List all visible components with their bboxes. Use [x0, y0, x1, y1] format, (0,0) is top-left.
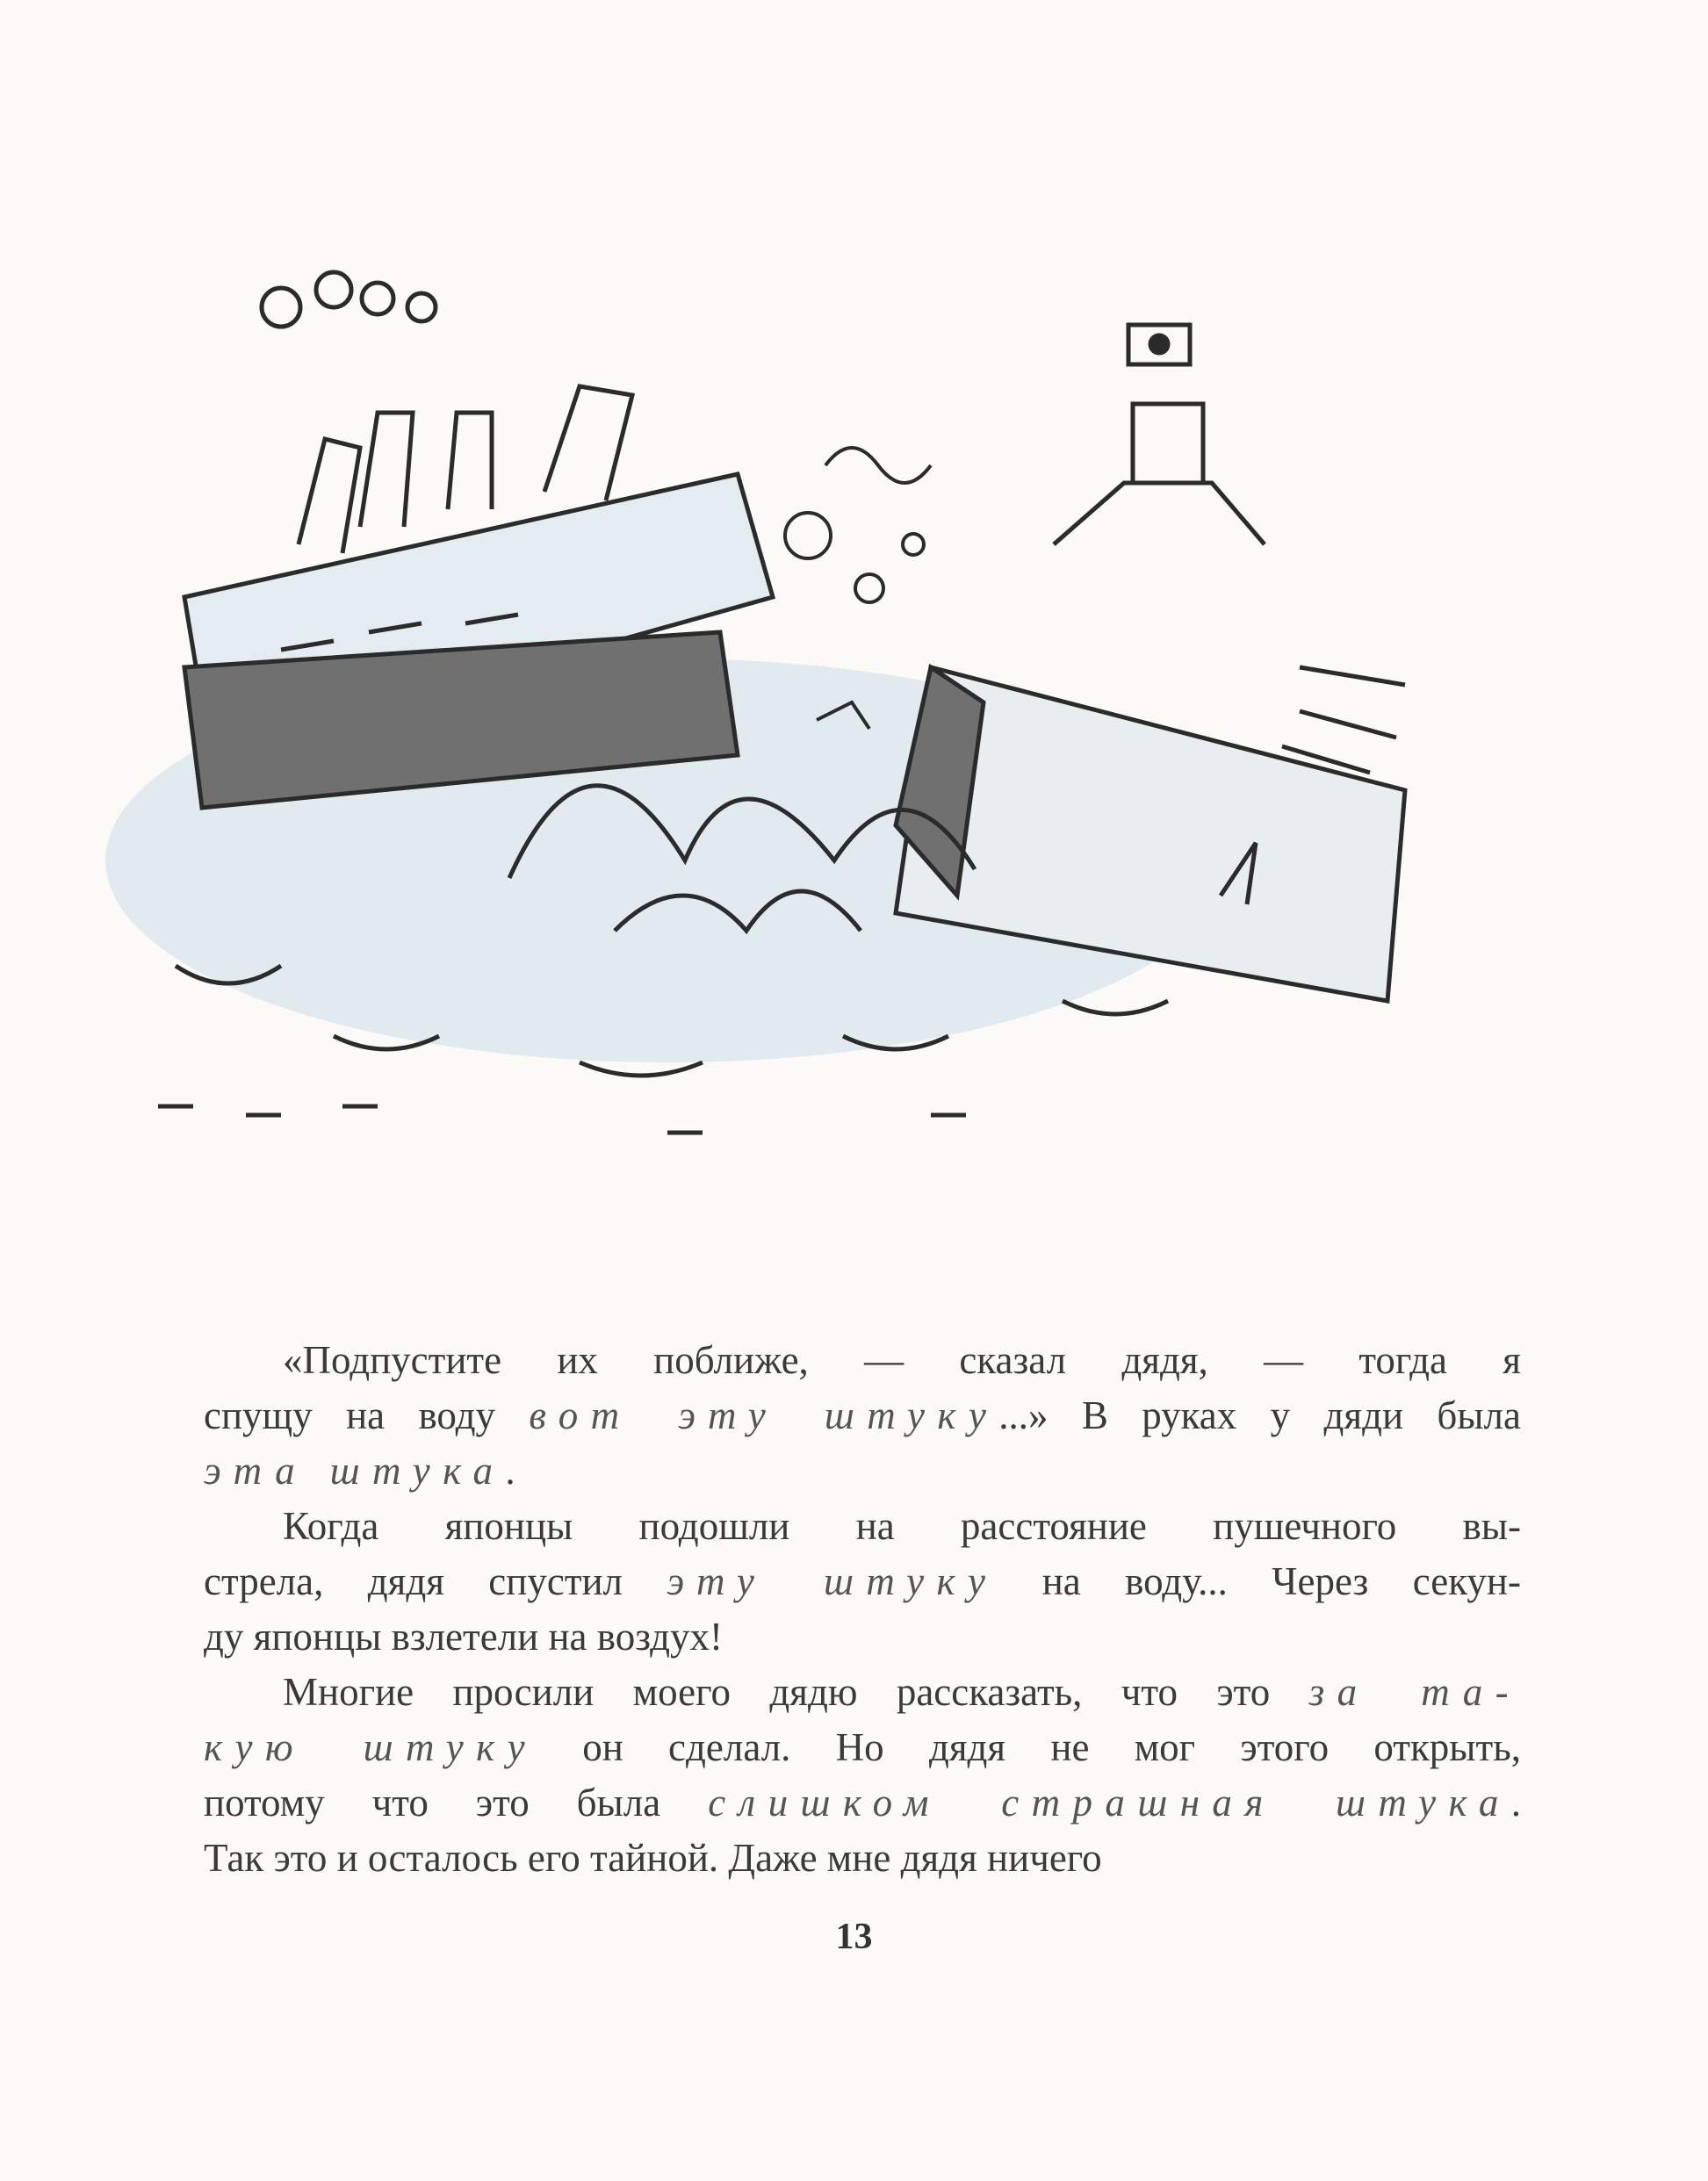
text-run: спущу на воду [204, 1393, 530, 1437]
text-line [204, 1665, 1521, 1720]
text-run: Многие просили моего дядю рассказать, что это [283, 1670, 1309, 1714]
text-run: ду японцы взлетели на воздух! [204, 1615, 724, 1659]
text-line [204, 1720, 1521, 1775]
page-number: 13 [835, 1917, 873, 1957]
text-line [204, 1554, 1521, 1609]
emphasized-text: эту штуку [667, 1559, 998, 1603]
text-run: стрела, дядя спустил [204, 1559, 667, 1603]
text-line [204, 1333, 1521, 1388]
text-line [204, 1388, 1521, 1443]
text-line [204, 1775, 1521, 1831]
body-text [204, 1333, 1521, 1886]
text-line [204, 1609, 1521, 1665]
left-ship [184, 272, 773, 808]
paragraph [204, 1333, 1521, 1499]
emphasized-text: кую штуку [204, 1725, 537, 1769]
text-line [204, 1831, 1521, 1886]
emphasized-text: вот эту штуку [529, 1393, 999, 1437]
text-run: потому что это была [204, 1781, 709, 1825]
text-run: Когда японцы подошли на расстояние пушечного вы- [283, 1504, 1521, 1548]
paragraph [204, 1499, 1521, 1665]
text-line [204, 1499, 1521, 1554]
right-ship [896, 325, 1405, 1001]
text-run: «Подпустите их поближе, — сказал дядя, — тогда я [283, 1338, 1521, 1382]
paragraph [204, 1665, 1521, 1886]
text-line [204, 1443, 1521, 1499]
text-run: . [1510, 1781, 1521, 1825]
text-run: Так это и осталось его тайной. Даже мне дядя ничего [204, 1836, 1102, 1880]
text-run: . [505, 1449, 515, 1493]
text-run: он сделал. Но дядя не мог этого открыть, [537, 1725, 1521, 1769]
text-run: ...» В руках у дяди была [998, 1393, 1521, 1437]
emphasized-text: за та- [1308, 1670, 1521, 1714]
naval-battle-illustration [53, 176, 1458, 1229]
emphasized-text: эта штука [204, 1449, 506, 1493]
text-run: на воду... Через секун- [998, 1559, 1521, 1603]
emphasized-text: слишком страшная штука [708, 1781, 1511, 1825]
